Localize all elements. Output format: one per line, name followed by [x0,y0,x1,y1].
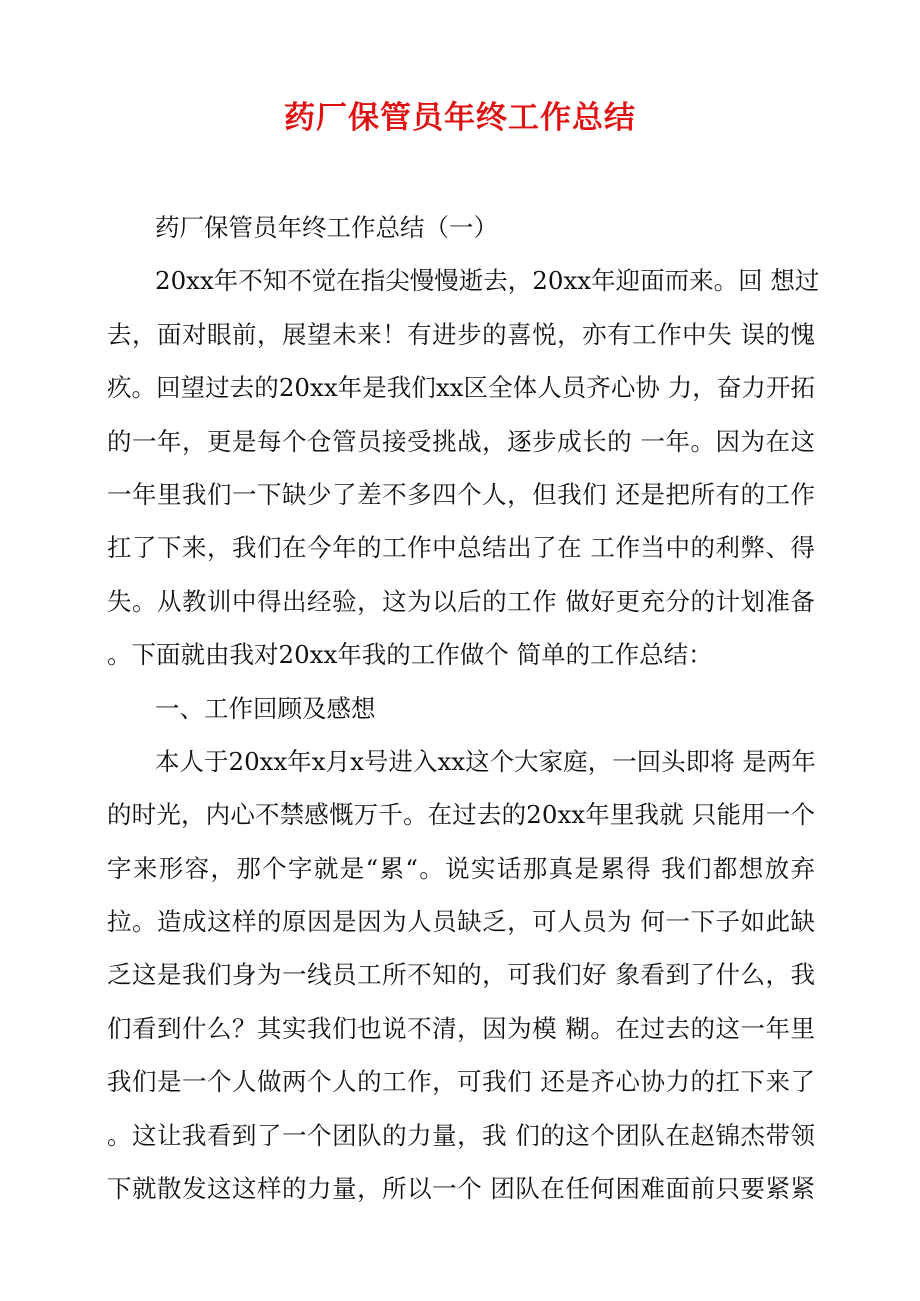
body-line: 一、工作回顾及感想 [155,693,376,723]
body-line: 药厂保管员年终工作总结（一） [155,213,498,242]
body-line: 。下面就由我对20xx年我的工作做个 简单的工作总结： [107,640,713,670]
body-line: 。这让我看到了一个团队的力量，我 们的这个团队在赵锦杰带领 [107,1120,815,1150]
body-line: 下就散发这这样的力量，所以一个 团队在任何困难面前只要紧紧 [107,1174,815,1204]
body-line: 们看到什么？其实我们也说不清，因为模 糊。在过去的这一年里 [107,1013,815,1043]
body-line: 疚。回望过去的20xx年是我们xx区全体人员齐心协 力，奋力开拓 [107,373,815,403]
body-line: 我们是一个人做两个人的工作，可我们 还是齐心协力的扛下来了 [107,1067,815,1097]
body-line: 字来形容，那个字就是“累“。说实话那真是累得 我们都想放弃 [107,853,815,883]
document-body [107,201,820,1215]
document-title: 药厂保管员年终工作总结 [284,100,636,136]
body-line: 的一年，更是每个仓管员接受挑战，逐步成长的 一年。因为在这 [107,426,815,456]
body-line: 的时光，内心不禁感慨万千。在过去的20xx年里我就 只能用一个 [107,800,815,830]
body-line: 一年里我们一下缺少了差不多四个人，但我们 还是把所有的工作 [107,479,815,509]
body-line: 扛了下来，我们在今年的工作中总结出了在 工作当中的利弊、得 [107,533,815,563]
body-line: 拉。造成这样的原因是因为人员缺乏，可人员为 何一下子如此缺 [107,907,815,937]
body-line: 本人于20xx年x月x号进入xx这个大家庭，一回头即将 是两年 [155,746,816,776]
body-line: 去，面对眼前，展望未来！有进步的喜悦，亦有工作中失 误的愧 [107,319,815,349]
body-line: 20xx年不知不觉在指尖慢慢逝去，20xx年迎面而来。回 想过 [155,266,820,296]
body-line: 乏这是我们身为一线员工所不知的，可我们好 象看到了什么，我 [107,960,815,990]
body-line: 失。从教训中得出经验，这为以后的工作 做好更充分的计划准备 [107,586,815,616]
